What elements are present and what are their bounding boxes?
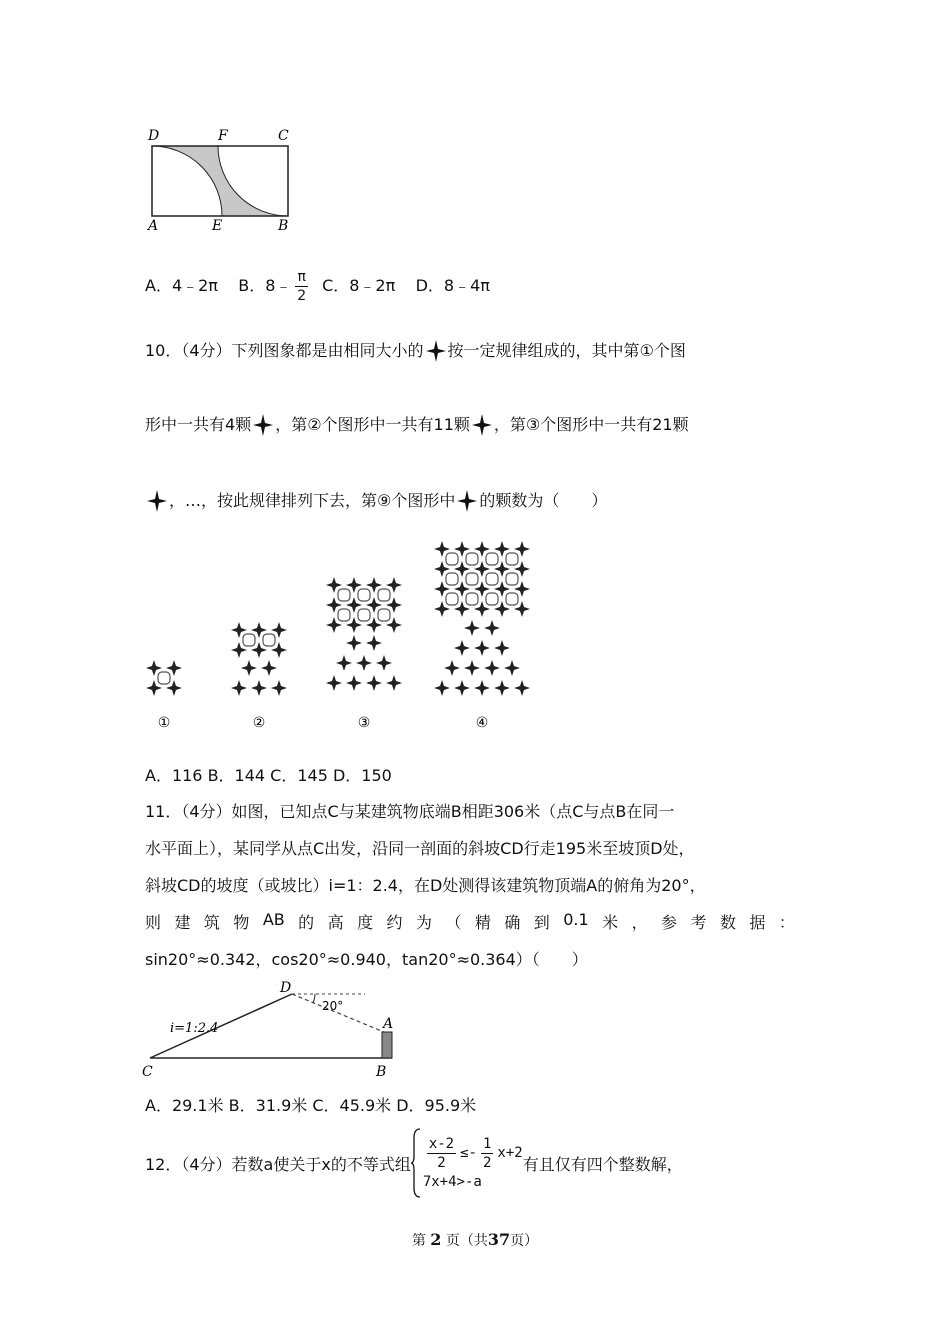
pattern-star [514, 601, 530, 617]
pattern-star [366, 635, 382, 651]
q9-option-c: C．8﹣2π [322, 276, 396, 295]
q11-line-3: 斜坡CD的坡度（或坡比）i=1：2.4，在D处测得该建筑物顶端A的俯角为20°， [145, 876, 706, 895]
q11-line-4-word: 据 [749, 913, 766, 932]
pattern-star [494, 541, 510, 557]
pattern-link [446, 553, 458, 565]
pattern-star [251, 642, 267, 658]
q11-line-4-word: 参 [661, 913, 678, 932]
pattern-link [486, 553, 498, 565]
pattern-link [358, 589, 370, 601]
q11-line-4-word: 则 [145, 913, 162, 932]
pattern-star [271, 680, 287, 696]
page-footer: 第 2 页（共37页） [411, 1230, 539, 1249]
slope-building-figure [140, 980, 410, 1080]
pattern-star [326, 675, 342, 691]
pattern-star [346, 635, 362, 651]
pattern-link [486, 593, 498, 605]
pattern-star [326, 617, 342, 633]
pattern-star [261, 660, 277, 676]
pattern-star [474, 541, 490, 557]
q9-option-b: B．8﹣ [238, 276, 292, 295]
pattern-star [454, 561, 470, 577]
figure-label-3: ③ [357, 715, 371, 731]
q11-line-4-word: 为 [415, 913, 432, 932]
pattern-star [434, 541, 450, 557]
pattern-star [434, 601, 450, 617]
pattern-star [434, 680, 450, 696]
pattern-link [446, 593, 458, 605]
pattern-link [378, 609, 390, 621]
q11-line-4-word: 筑 [203, 913, 220, 932]
pattern-star [454, 541, 470, 557]
pattern-star [514, 680, 530, 696]
label-D: D [280, 980, 292, 996]
q11-line-2: 水平面上），某同学从点C出发，沿同一剖面的斜坡CD行走195米至坡顶D处， [145, 839, 695, 858]
pattern-star [454, 581, 470, 597]
pattern-star [454, 601, 470, 617]
pattern-star [504, 660, 520, 676]
q11-line-4-word: 到 [533, 913, 550, 932]
pattern-star [346, 675, 362, 691]
q11-line-4-word: 确 [504, 913, 521, 932]
q10-line-3: ，…，按此规律排列下去，第⑨个图形中 的颗数为（ ） [145, 488, 607, 512]
q9-option-a: A．4﹣2π [145, 276, 218, 295]
q11-line-4-word: 精 [474, 913, 491, 932]
pattern-star [241, 660, 257, 676]
angle-label: 20° [322, 999, 344, 1013]
pattern-star [346, 597, 362, 613]
label-B: B [376, 1064, 387, 1080]
pattern-star [326, 577, 342, 593]
pattern-star [434, 581, 450, 597]
star-icon [253, 414, 273, 436]
q11-line-4-word: 建 [174, 913, 191, 932]
pattern-star [251, 680, 267, 696]
label-C: C [278, 128, 289, 144]
pattern-star [271, 642, 287, 658]
pattern-star [494, 640, 510, 656]
pattern-link [506, 593, 518, 605]
q11-options: A．29.1米 B．31.9米 C．45.9米 D．95.9米 [145, 1096, 477, 1115]
star-icon [472, 414, 492, 436]
pattern-star [386, 617, 402, 633]
label-E: E [212, 218, 223, 234]
pattern-star [474, 680, 490, 696]
label-F: F [218, 128, 228, 144]
pi-over-2-fraction: $\frac{\pi}{2}$ [297, 269, 307, 304]
pattern-star [366, 597, 382, 613]
pattern-star [464, 620, 480, 636]
total-pages: 37 [487, 1230, 511, 1249]
pattern-star [376, 655, 392, 671]
pattern-star [336, 655, 352, 671]
q9-option-d: D．8﹣4π [415, 276, 490, 295]
pattern-link [378, 589, 390, 601]
q11-line-4-word: AB [262, 910, 285, 929]
pattern-link [338, 589, 350, 601]
q11-line-4-word: 约 [386, 913, 403, 932]
q11-line-4-word: 0.1 [563, 910, 589, 929]
q11-line-4-word: 的 [298, 913, 315, 932]
pattern-star [251, 622, 267, 638]
pattern-link [263, 634, 275, 646]
pattern-star [356, 655, 372, 671]
q9-options [145, 270, 490, 303]
pattern-star [454, 680, 470, 696]
star-icon [147, 490, 167, 512]
pattern-star [484, 660, 500, 676]
pattern-link [506, 573, 518, 585]
pattern-star [366, 577, 382, 593]
pattern-star [474, 561, 490, 577]
pattern-star [444, 660, 460, 676]
pattern-star [484, 620, 500, 636]
label-A: A [383, 1016, 394, 1032]
label-D: D [148, 128, 160, 144]
label-C: C [142, 1064, 153, 1080]
q11-line-4-word: 考 [690, 913, 707, 932]
pattern-star [231, 622, 247, 638]
pattern-star [474, 581, 490, 597]
pattern-star [514, 541, 530, 557]
pattern-star [454, 640, 470, 656]
pattern-star [494, 561, 510, 577]
pattern-star [146, 680, 162, 696]
q12-line: 12．（4分）若数a使关于x的不等式组 $\frac{x-2}{2}$ ≤- $\frac{1}{2}$ x+2 7x+4>-a 有且仅有四个整数解， [145, 1125, 683, 1201]
pattern-link [358, 609, 370, 621]
q11-line-4 [145, 910, 795, 933]
figure-label-1: ① [157, 715, 171, 731]
pattern-link [506, 553, 518, 565]
q11-line-4-word: 高 [327, 913, 344, 932]
q11-line-4-word: ： [778, 913, 795, 932]
q11-line-1: 11．（4分）如图，已知点C与某建筑物底端B相距306米（点C与点B在同一 [145, 802, 675, 821]
star-icon [426, 340, 446, 362]
pattern-star [494, 581, 510, 597]
pattern-star [231, 680, 247, 696]
pattern-star [366, 617, 382, 633]
q10-line-2: 形中一共有4颗 ，第②个图形中一共有11颗 ，第③个图形中一共有21颗 [145, 415, 689, 434]
pattern-star [494, 680, 510, 696]
q11-line-4-word: 物 [233, 913, 250, 932]
pattern-link [338, 609, 350, 621]
pattern-star [366, 675, 382, 691]
pattern-link [243, 634, 255, 646]
rectangle-arc-figure [140, 122, 310, 234]
pattern-star [474, 640, 490, 656]
pattern-link [466, 553, 478, 565]
figure-label-4: ④ [475, 715, 489, 731]
pattern-star [326, 597, 342, 613]
slope-label: i=1:2.4 [170, 1021, 219, 1036]
figure-label-2: ② [252, 715, 266, 731]
pattern-link [466, 593, 478, 605]
pattern-star [271, 622, 287, 638]
pattern-link [466, 573, 478, 585]
pattern-star [514, 561, 530, 577]
pattern-link [158, 672, 170, 684]
q11-line-4-word: 数 [719, 913, 736, 932]
label-A: A [148, 218, 159, 234]
q11-line-4-word: （ [445, 913, 462, 932]
star-icon [457, 490, 477, 512]
pattern-star [494, 601, 510, 617]
pattern-star [386, 597, 402, 613]
left-brace-icon [411, 1128, 421, 1198]
pattern-star [514, 581, 530, 597]
pattern-star [166, 660, 182, 676]
pattern-link [486, 573, 498, 585]
pattern-star [166, 680, 182, 696]
pattern-star [464, 660, 480, 676]
pattern-star [386, 577, 402, 593]
star-pattern-figure [140, 535, 540, 735]
q11-line-5: sin20°≈0.342，cos20°≈0.940，tan20°≈0.364）（ ） [145, 950, 588, 969]
pattern-star [146, 660, 162, 676]
q11-line-4-word: ， [631, 913, 648, 932]
q11-line-4-word: 度 [357, 913, 374, 932]
q11-line-4-word: 米 [602, 913, 619, 932]
pattern-star [346, 617, 362, 633]
pattern-star [434, 561, 450, 577]
pattern-star [474, 601, 490, 617]
current-page: 2 [430, 1230, 442, 1249]
pattern-star [346, 577, 362, 593]
pattern-star [386, 675, 402, 691]
pattern-star [231, 642, 247, 658]
q10-line-1: 10．（4分）下列图象都是由相同大小的 按一定规律组成的，其中第①个图 [145, 341, 686, 360]
inequality-system: $\frac{x-2}{2}$ ≤- $\frac{1}{2}$ x+2 7x+4>-a [411, 1128, 523, 1198]
pattern-link [446, 573, 458, 585]
q10-options: A．116 B．144 C．145 D．150 [145, 766, 392, 785]
label-B: B [278, 218, 289, 234]
